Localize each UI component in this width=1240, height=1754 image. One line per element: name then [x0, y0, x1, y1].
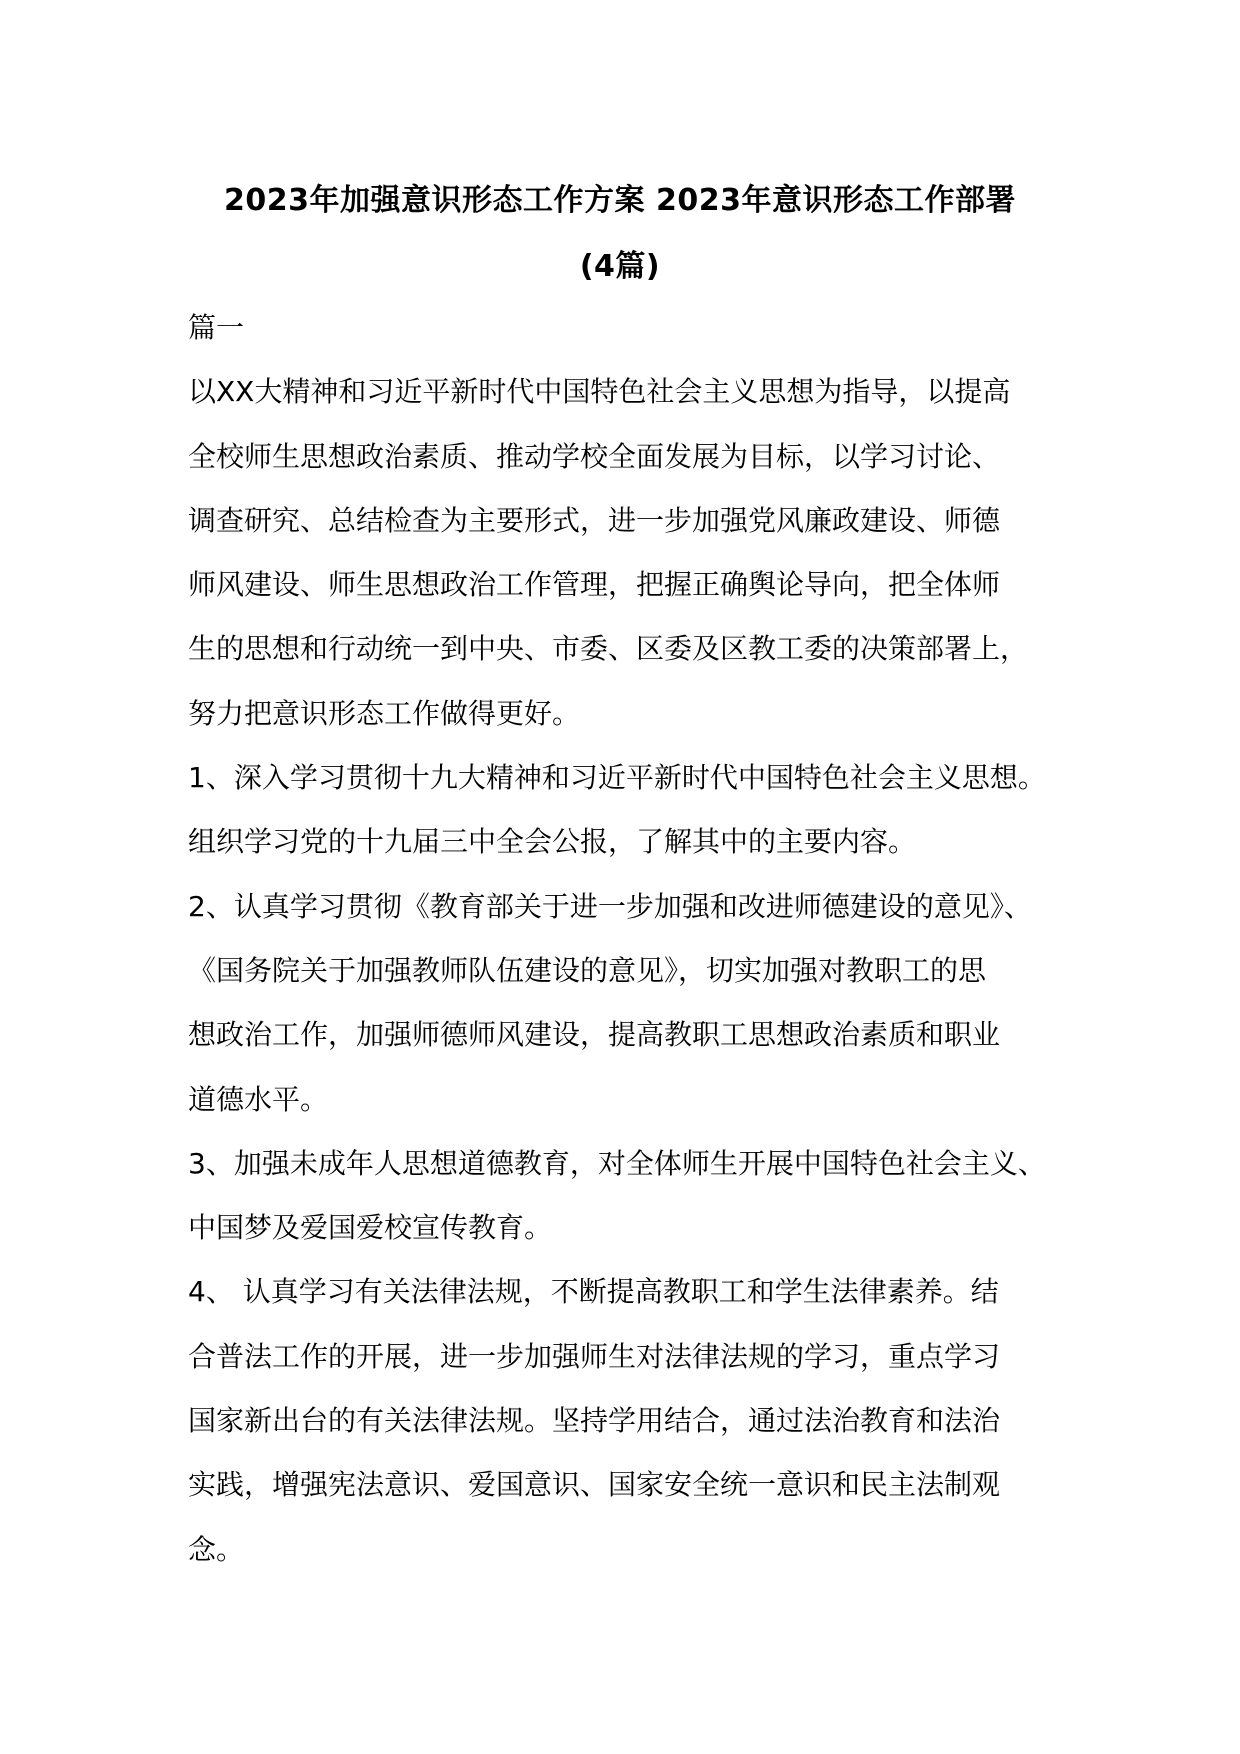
list-item-line: 3、加强未成年人思想道德教育，对全体师生开展中国特色社会主义、: [188, 1146, 1046, 1180]
list-item-line: 组织学习党的十九届三中全会公报，了解其中的主要内容。: [188, 825, 917, 859]
list-item-line: 4、 认真学习有关法律法规，不断提高教职工和学生法律素养。结: [188, 1275, 999, 1309]
body-line: 生的思想和行动统一到中央、市委、区委及区教工委的决策部署上，: [188, 632, 1029, 666]
section-heading: 篇一: [188, 311, 245, 344]
body-line: 全校师生思想政治素质、推动学校全面发展为目标，以学习讨论、: [188, 439, 1001, 473]
list-item-line: 念。: [188, 1532, 245, 1566]
title-line-1: 2023年加强意识形态工作方案 2023年意识形态工作部署: [224, 183, 1016, 218]
list-item-line: 1、深入学习贯彻十九大精神和习近平新时代中国特色社会主义思想。: [188, 761, 1046, 795]
document-body: [188, 296, 1088, 1582]
title-line-2: (4篇): [579, 249, 661, 284]
body-line: 努力把意识形态工作做得更好。: [188, 696, 581, 730]
list-item-line: 《国务院关于加强教师队伍建设的意见》，切实加强对教职工的思: [188, 953, 987, 987]
list-item-line: 合普法工作的开展，进一步加强师生对法律法规的学习，重点学习: [188, 1339, 1001, 1373]
document-title: [180, 168, 1060, 300]
list-item-line: 国家新出台的有关法律法规。坚持学用结合，通过法治教育和法治: [188, 1404, 1001, 1438]
list-item-line: 想政治工作，加强师德师风建设，提高教职工思想政治素质和职业: [188, 1018, 1001, 1052]
body-line: 师风建设、师生思想政治工作管理，把握正确舆论导向，把全体师: [188, 568, 1001, 602]
list-item-line: 中国梦及爱国爱校宣传教育。: [188, 1211, 553, 1245]
list-item-line: 实践，增强宪法意识、爱国意识、国家安全统一意识和民主法制观: [188, 1468, 1001, 1502]
list-item-line: 道德水平。: [188, 1082, 329, 1116]
list-item-line: 2、认真学习贯彻《教育部关于进一步加强和改进师德建设的意见》、: [188, 889, 1032, 923]
body-line: 调查研究、总结检查为主要形式，进一步加强党风廉政建设、师德: [188, 503, 1001, 537]
body-line: 以XX大精神和习近平新时代中国特色社会主义思想为指导，以提高: [188, 375, 1011, 409]
